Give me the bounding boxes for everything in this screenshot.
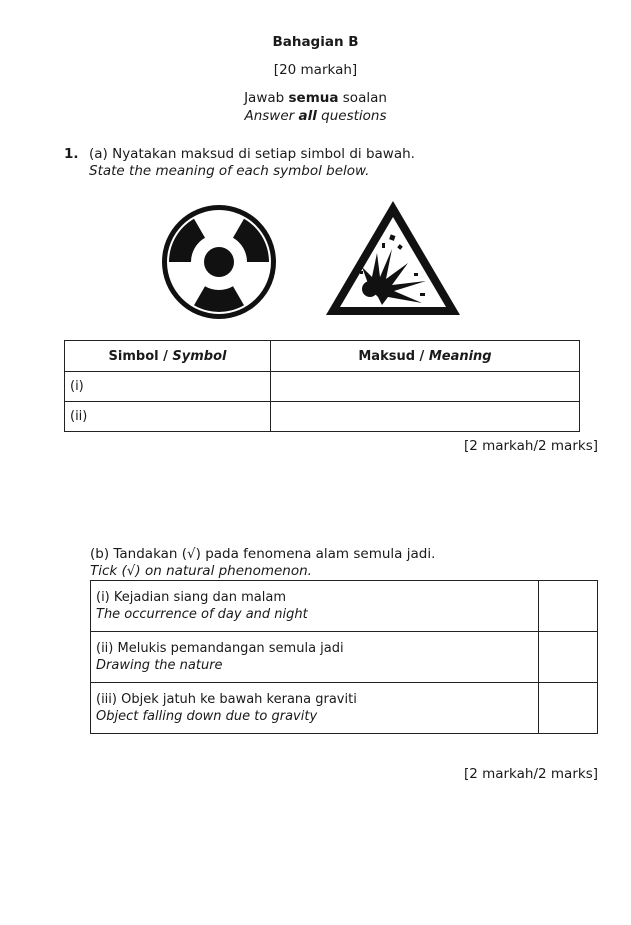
instruction-suffix: soalan <box>338 90 387 106</box>
instruction-bold: semua <box>288 90 339 106</box>
part-a-question-en: State the meaning of each symbol below. <box>89 163 370 179</box>
part-b-question: (b) Tandakan (√) pada fenomena alam semula jadi. <box>90 546 436 562</box>
instruction-prefix: Jawab <box>244 90 289 106</box>
phenomenon-table <box>90 580 598 734</box>
phenomenon-cell <box>91 581 539 632</box>
table-row <box>65 372 580 402</box>
part-a-question: (a) Nyatakan maksud di setiap simbol di bawah. <box>89 146 415 162</box>
phenomenon-en: The occurrence of day and night <box>96 607 308 622</box>
table-row <box>65 402 580 432</box>
radiation-icon <box>159 202 279 322</box>
section-title: Bahagian B <box>272 34 359 50</box>
row-label: (i) <box>65 372 271 402</box>
phenomenon-cell <box>91 632 539 683</box>
answer-cell[interactable] <box>271 372 580 402</box>
phenomenon-ms: (i) Kejadian siang dan malam <box>96 590 286 605</box>
instruction-en-prefix: Answer <box>244 108 299 124</box>
table-row <box>91 632 598 683</box>
instruction-en-suffix: questions <box>316 108 387 124</box>
answer-cell[interactable] <box>271 402 580 432</box>
symbol-table <box>64 340 580 432</box>
instruction-ms <box>0 90 631 106</box>
row-label: (ii) <box>65 402 271 432</box>
header-symbol <box>65 341 271 372</box>
part-b-marks: [2 markah/2 marks] <box>463 766 598 782</box>
table-row <box>91 581 598 632</box>
tick-box[interactable] <box>539 683 598 734</box>
header-meaning <box>271 341 580 372</box>
explosive-icon <box>322 197 464 319</box>
instruction-en-bold: all <box>298 108 317 124</box>
phenomenon-en: Drawing the nature <box>96 658 223 673</box>
table-header-row <box>65 341 580 372</box>
instruction-en <box>0 108 631 124</box>
table-row <box>91 683 598 734</box>
phenomenon-ms: (iii) Objek jatuh ke bawah kerana graviti <box>96 692 357 707</box>
header-symbol-text: Simbol / Symbol <box>108 348 227 364</box>
question-number: 1. <box>64 146 79 162</box>
tick-box[interactable] <box>539 632 598 683</box>
header-meaning-text: Maksud / Meaning <box>358 348 492 364</box>
part-a-marks: [2 markah/2 marks] <box>463 438 598 454</box>
part-b-question-en: Tick (√) on natural phenomenon. <box>90 563 312 579</box>
phenomenon-ms: (ii) Melukis pemandangan semula jadi <box>96 641 344 656</box>
tick-box[interactable] <box>539 581 598 632</box>
phenomenon-cell <box>91 683 539 734</box>
total-marks: [20 markah] <box>273 62 358 78</box>
phenomenon-en: Object falling down due to gravity <box>96 709 318 724</box>
